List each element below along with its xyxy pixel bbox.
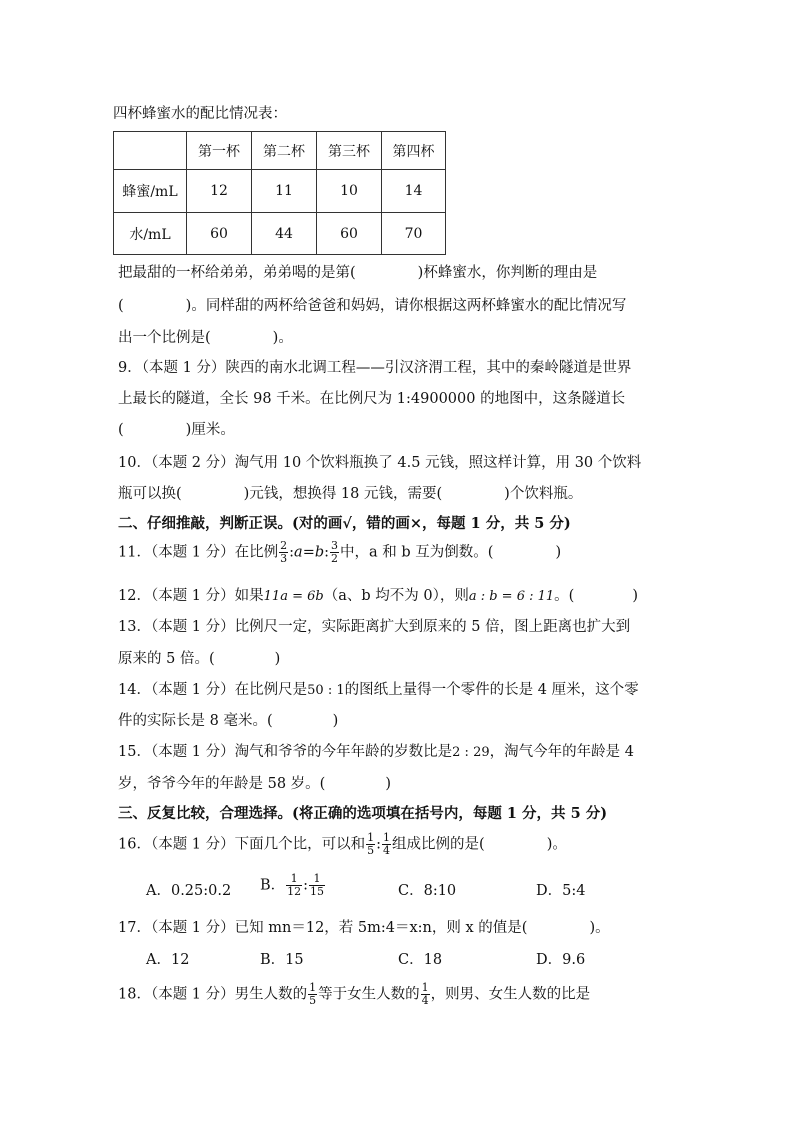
q8-text: 把最甜的一杯给弟弟，弟弟喝的是第( bbox=[118, 265, 356, 281]
math-var: a bbox=[294, 544, 303, 561]
q11-text: 中，a 和 b 互为倒数。( bbox=[340, 544, 494, 561]
q15-text: 15．（本题 1 分）淘气和爷爷的今年年龄的岁数比是 bbox=[118, 744, 453, 760]
table-cell: 14 bbox=[382, 170, 446, 213]
math-expression: 11a = 6b bbox=[263, 589, 324, 604]
table-header-cell bbox=[114, 132, 187, 170]
table-header-cell: 第四杯 bbox=[382, 132, 446, 170]
q14-text: 14．（本题 1 分）在比例尺是 bbox=[118, 682, 308, 698]
honey-ratio-table bbox=[113, 131, 446, 255]
q16-option-b[interactable] bbox=[260, 873, 326, 898]
q9-text: )厘米。 bbox=[185, 422, 235, 438]
q11-text: 11．（本题 1 分）在比例 bbox=[118, 544, 279, 561]
math-var: b bbox=[314, 544, 325, 561]
fraction: $\frac{2}{3}$ bbox=[280, 539, 288, 565]
table-cell: 44 bbox=[252, 213, 317, 255]
q9-line2: 上最长的隧道，全长 98 千米。在比例尺为 1:4900000 的地图中，这条隧道长 bbox=[118, 391, 626, 407]
q15-text: 岁，爷爷今年的年龄是 58 岁。( bbox=[118, 776, 326, 792]
table-row-label: 水/mL bbox=[114, 213, 187, 255]
q16-option-d[interactable]: D．5:4 bbox=[536, 883, 586, 899]
table-header-row bbox=[114, 132, 446, 170]
q13-line2 bbox=[118, 647, 280, 668]
q9-line3 bbox=[118, 418, 235, 439]
q15-line1 bbox=[118, 740, 634, 761]
option-label: B． bbox=[260, 877, 286, 894]
q9-text: ( bbox=[118, 422, 124, 438]
q16-option-a[interactable]: A．0.25:0.2 bbox=[146, 883, 232, 899]
math-equals: = bbox=[302, 544, 315, 561]
table-cell: 12 bbox=[187, 170, 252, 213]
math-colon: : bbox=[303, 877, 309, 894]
math-colon: : bbox=[376, 836, 382, 853]
q12-text: 。( bbox=[554, 588, 575, 604]
q8-line2 bbox=[118, 294, 626, 315]
fraction: $\frac{1}{12}$ bbox=[287, 872, 302, 898]
q9-line1: 9．（本题 1 分）陕西的南水北调工程——引汉济渭工程，其中的秦岭隧道是世界 bbox=[118, 360, 632, 376]
table-cell: 70 bbox=[382, 213, 446, 255]
q15-text: ) bbox=[385, 776, 391, 792]
q17 bbox=[118, 916, 610, 937]
q14-text: ) bbox=[332, 713, 339, 729]
q14-text: 的图纸上量得一个零件的长是 4 厘米，这个零 bbox=[344, 682, 639, 698]
q8-text: 出一个比例是( bbox=[118, 330, 211, 346]
q8-text: )。 bbox=[272, 330, 293, 346]
q8-text: )杯蜂蜜水，你判断的理由是 bbox=[417, 265, 598, 281]
q15-text: ，淘气今年的年龄是 4 bbox=[489, 744, 634, 760]
fraction: $\frac{1}{4}$ bbox=[421, 981, 429, 1007]
math-expression: 2 : 29 bbox=[452, 745, 490, 760]
q17-option-d[interactable]: D．9.6 bbox=[536, 952, 586, 968]
fraction: $\frac{1}{5}$ bbox=[309, 981, 317, 1007]
q13-line1: 13．（本题 1 分）比例尺一定，实际距离扩大到原来的 5 倍，图上距离也扩大到 bbox=[118, 619, 631, 635]
q10-line1: 10．（本题 2 分）淘气用 10 个饮料瓶换了 4.5 元钱，照这样计算，用 30 个饮料 bbox=[118, 455, 642, 471]
q15-line2 bbox=[118, 772, 391, 793]
math-expression: 50 : 1 bbox=[307, 683, 345, 698]
q8-line1 bbox=[118, 261, 597, 282]
q14-line2 bbox=[118, 709, 338, 730]
q10-line2 bbox=[118, 482, 582, 503]
q10-text: )个饮料瓶。 bbox=[504, 486, 583, 502]
q18-text: ，则男、女生人数的比是 bbox=[430, 986, 591, 1003]
q13-text: 原来的 5 倍。( bbox=[118, 651, 215, 667]
q17-option-c[interactable]: C．18 bbox=[398, 952, 443, 968]
table-cell: 60 bbox=[187, 213, 252, 255]
table-row-label: 蜂蜜/mL bbox=[114, 170, 187, 213]
table-header-cell: 第一杯 bbox=[187, 132, 252, 170]
table-header-cell: 第三杯 bbox=[317, 132, 382, 170]
q17-option-b[interactable]: B．15 bbox=[260, 952, 304, 968]
q12-text: （a、b 均不为 0），则 bbox=[323, 588, 469, 604]
q16-text: 16．（本题 1 分）下面几个比，可以和 bbox=[118, 836, 366, 853]
table-row bbox=[114, 213, 446, 255]
fraction: $\frac{1}{15}$ bbox=[310, 872, 325, 898]
q16-text: )。 bbox=[546, 836, 567, 853]
table-cell: 60 bbox=[317, 213, 382, 255]
q16-text: 组成比例的是( bbox=[392, 836, 485, 853]
q17-option-a[interactable]: A．12 bbox=[146, 952, 190, 968]
q13-text: ) bbox=[274, 651, 281, 667]
q16 bbox=[118, 832, 567, 857]
q8-text: ( bbox=[118, 298, 124, 314]
q8-text: )。同样甜的两杯给爸爸和妈妈，请你根据这两杯蜂蜜水的配比情况写 bbox=[185, 298, 627, 314]
q11 bbox=[118, 540, 561, 565]
q10-text: )元钱，想换得 18 元钱，需要( bbox=[243, 486, 443, 502]
q18-text: 等于女生人数的 bbox=[318, 986, 420, 1003]
math-colon: : bbox=[289, 544, 295, 561]
q17-text: )。 bbox=[589, 920, 610, 936]
q18 bbox=[118, 982, 590, 1007]
q16-option-c[interactable]: C．8:10 bbox=[398, 883, 457, 899]
q12-text: ) bbox=[632, 588, 639, 604]
math-expression: a : b = 6 : 11 bbox=[468, 589, 555, 604]
table-cell: 11 bbox=[252, 170, 317, 213]
fraction: $\frac{3}{2}$ bbox=[331, 539, 339, 565]
q8-line3 bbox=[118, 326, 293, 347]
section-2-heading: 二、仔细推敲，判断正误。(对的画√，错的画×，每题 1 分，共 5 分) bbox=[118, 515, 571, 532]
fraction: $\frac{1}{5}$ bbox=[367, 831, 375, 857]
q10-text: 瓶可以换( bbox=[118, 486, 182, 502]
q17-text: 17．（本题 1 分）已知 mn＝12，若 5m:4＝x:n，则 x 的值是( bbox=[118, 920, 528, 936]
table-title: 四杯蜂蜜水的配比情况表： bbox=[113, 106, 287, 122]
table-header-cell: 第二杯 bbox=[252, 132, 317, 170]
q18-text: 18．（本题 1 分）男生人数的 bbox=[118, 986, 308, 1003]
table-row bbox=[114, 170, 446, 213]
math-colon: : bbox=[324, 544, 330, 561]
q11-text: ) bbox=[555, 544, 562, 561]
q12-text: 12．（本题 1 分）如果 bbox=[118, 588, 264, 604]
q14-text: 件的实际长是 8 毫米。( bbox=[118, 713, 273, 729]
fraction: $\frac{1}{4}$ bbox=[383, 831, 391, 857]
table-cell: 10 bbox=[317, 170, 382, 213]
q12 bbox=[118, 584, 638, 605]
section-3-heading: 三、反复比较，合理选择。(将正确的选项填在括号内，每题 1 分，共 5 分) bbox=[118, 805, 608, 822]
q14-line1 bbox=[118, 678, 639, 699]
